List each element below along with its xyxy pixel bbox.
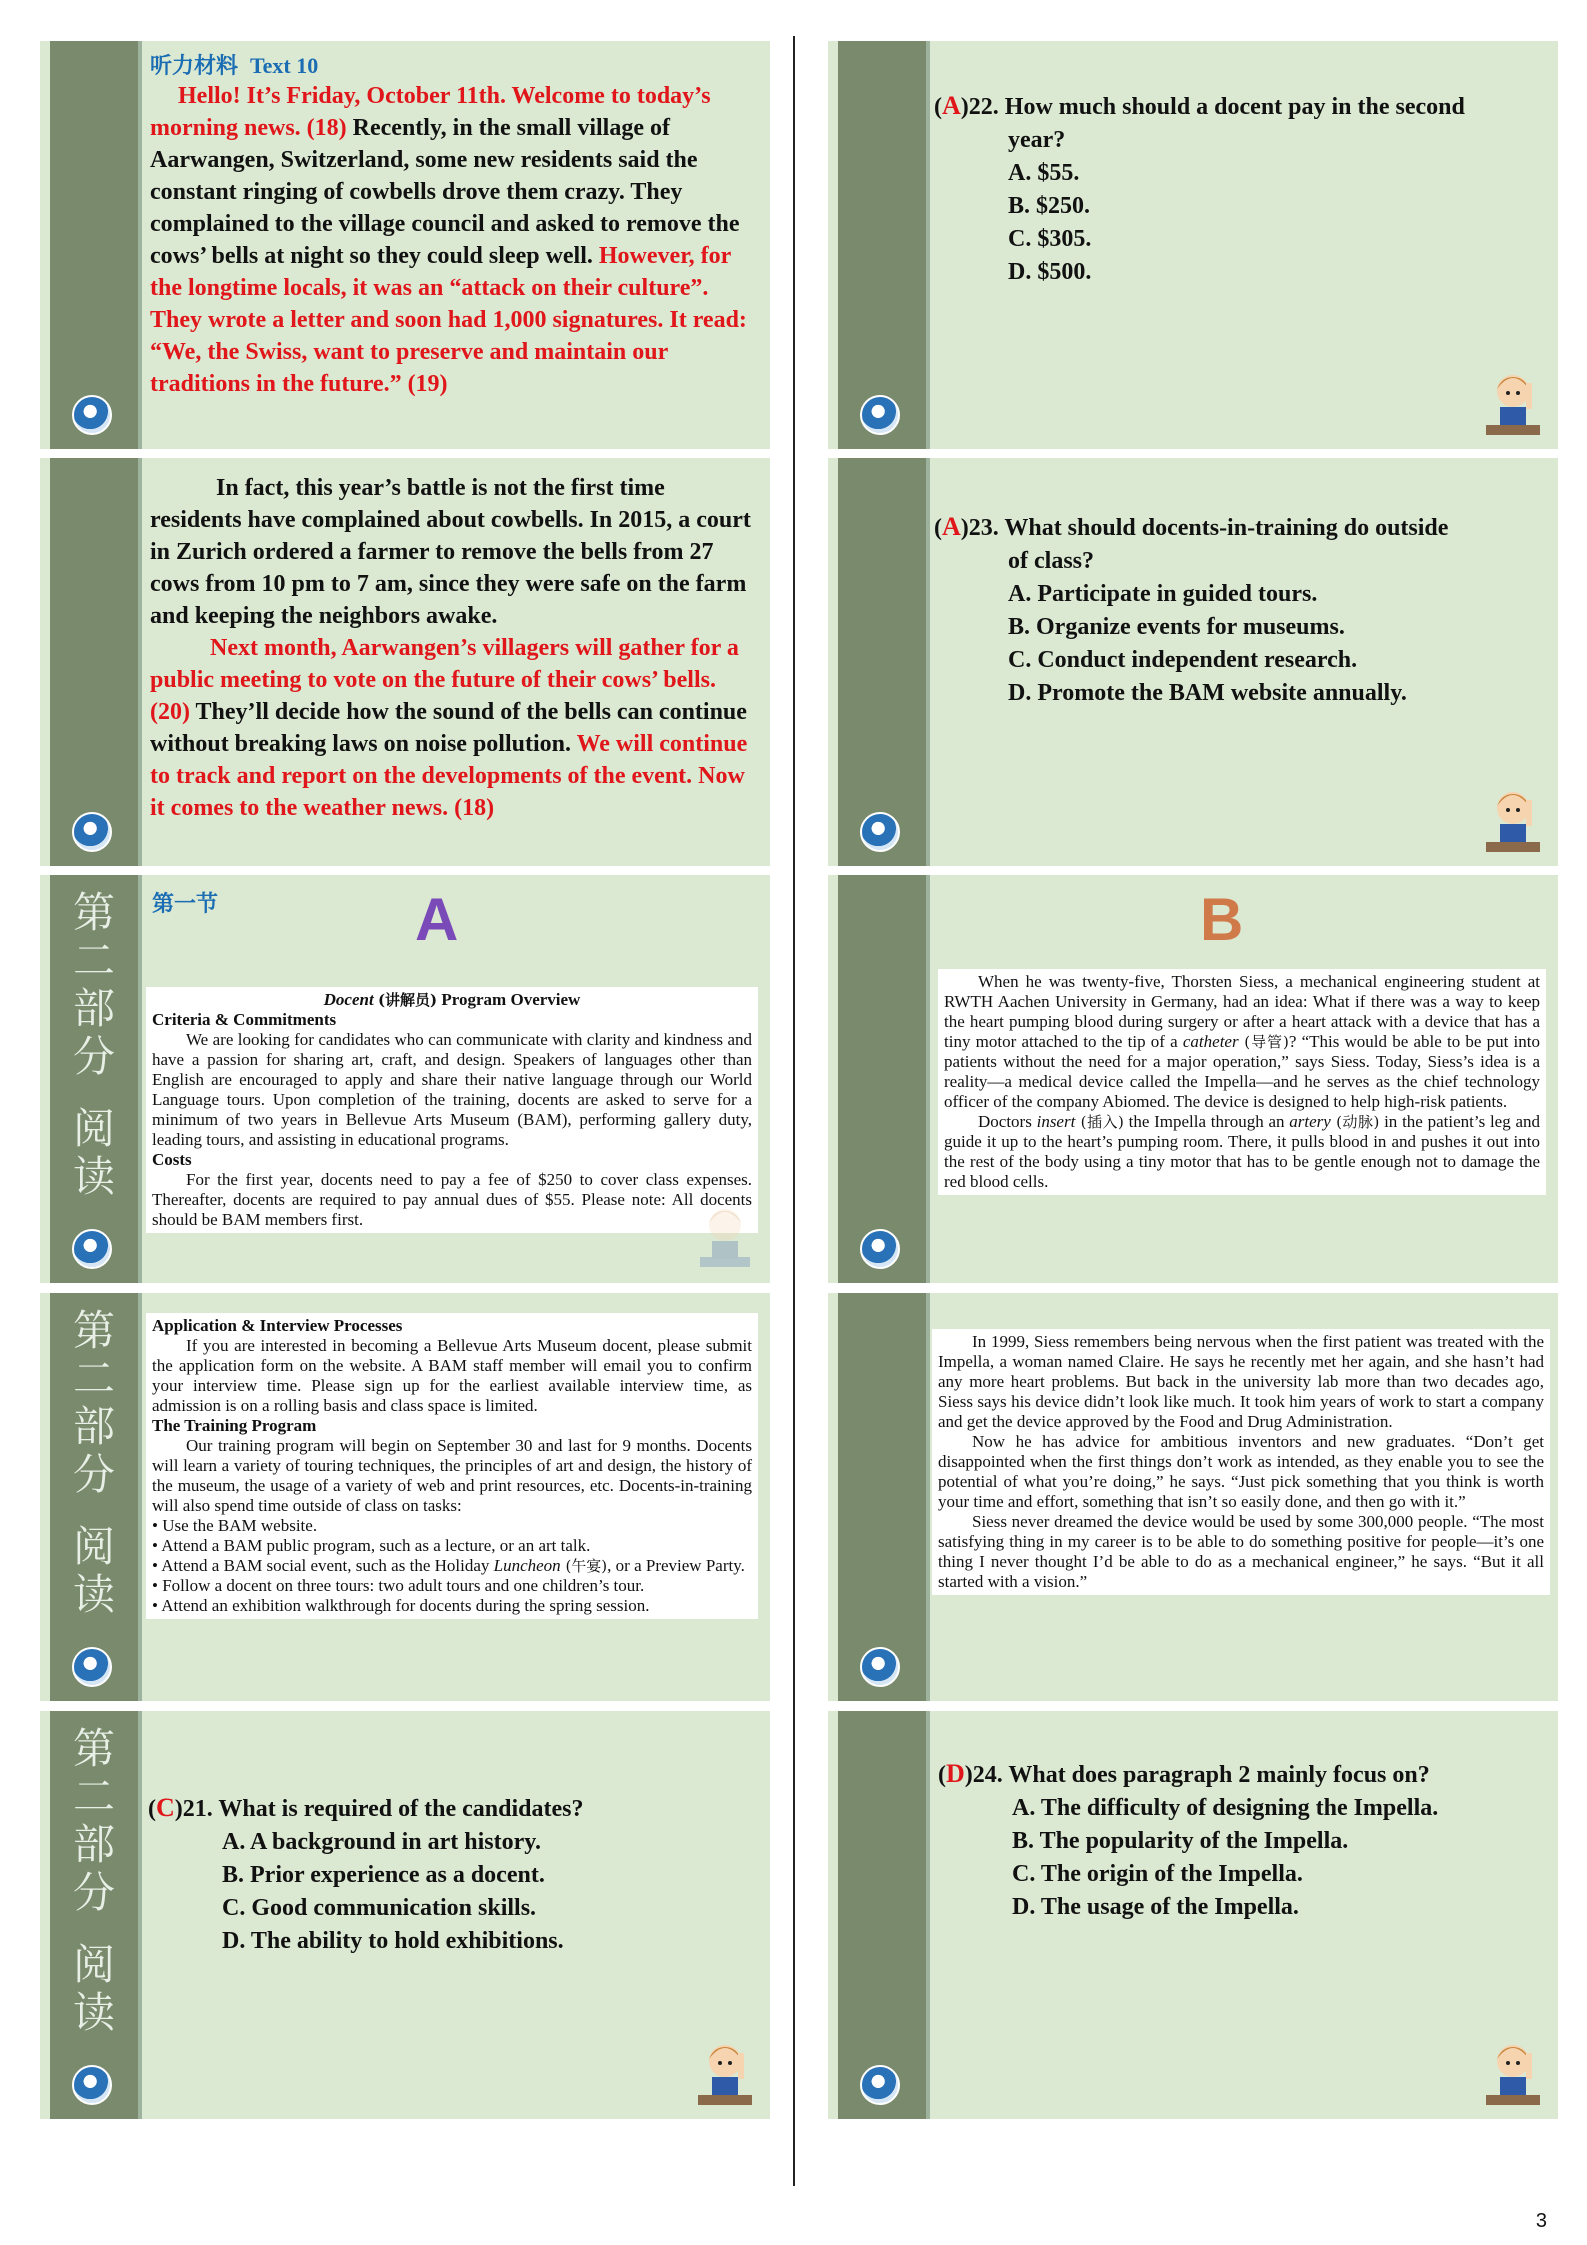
- slide-listening-1: [40, 41, 770, 449]
- answer-mark: D: [946, 1759, 965, 1788]
- option-d: D. The usage of the Impella.: [1012, 1894, 1299, 1920]
- option-a: A. The difficulty of designing the Impella.: [1012, 1795, 1439, 1821]
- student-cartoon-icon: [694, 2033, 756, 2111]
- answer-mark: A: [942, 91, 961, 120]
- question-22: (A)22. How much should a docent pay in the second year? A. $55. B. $250. C. $305. D. $500.: [934, 89, 1465, 289]
- section-label: 第一节: [152, 892, 219, 917]
- slide-reading-a-2: [40, 1293, 770, 1701]
- option-b: B. Prior experience as a docent.: [222, 1862, 545, 1888]
- slide-question-22: [828, 41, 1558, 449]
- side-title: 第 二 部 分 阅 读: [72, 888, 115, 1201]
- option-b: B. $250.: [1008, 193, 1091, 219]
- option-a: A. A background in art history.: [222, 1829, 541, 1855]
- option-a: A. Participate in guided tours.: [1008, 581, 1318, 607]
- option-d: D. $500.: [1008, 259, 1092, 285]
- listening-paragraph-1: Hello! It’s Friday, October 11th. Welcome to today’s morning news. (18) Recently, in the small village of Aarwangen, Switzerland, some new residents said the constant ringing of cowbells drove them crazy. They complained to the village council and asked to remove the cows’ bells at night so they could sleep well. However, for the longtime locals, it was an “attack on their culture”. They wrote a letter and soon had 1,000 signatures. It read: “We, the Swiss, want to preserve and maintain our traditions in the future.” (19): [150, 83, 747, 397]
- section-letter-a: A: [415, 886, 459, 953]
- school-logo-icon: [72, 395, 112, 435]
- side-title: 第 二 部 分 阅 读: [72, 1724, 115, 2037]
- slide-reading-b-2: [828, 1293, 1558, 1701]
- slide-reading-b-1: [828, 875, 1558, 1283]
- school-logo-icon: [860, 812, 900, 852]
- side-band: [50, 458, 138, 866]
- school-logo-icon: [72, 2065, 112, 2105]
- student-cartoon-icon: [1482, 363, 1544, 441]
- slide-question-24: [828, 1711, 1558, 2119]
- school-logo-icon: [72, 812, 112, 852]
- page-number: 3: [1535, 2210, 1547, 2232]
- answer-mark: C: [156, 1793, 175, 1822]
- side-band: [838, 1293, 926, 1701]
- option-a: A. $55.: [1008, 160, 1080, 186]
- school-logo-icon: [72, 1647, 112, 1687]
- school-logo-icon: [860, 2065, 900, 2105]
- section-letter-b: B: [1200, 886, 1244, 953]
- listening-paragraph-3: Next month, Aarwangen’s villagers will gather for a public meeting to vote on the future of their cows’ bells. (20) They’ll decide how the sound of the bells can continue without breaking laws on noise pollution. We will continue to track and report on the developments of the event. Now it comes to the weather news. (18): [150, 635, 748, 821]
- school-logo-icon: [860, 395, 900, 435]
- side-title: 第 二 部 分 阅 读: [72, 1306, 115, 1619]
- option-b: B. Organize events for museums.: [1008, 614, 1345, 640]
- slide-reading-a-1: [40, 875, 770, 1283]
- option-d: D. The ability to hold exhibitions.: [222, 1928, 564, 1954]
- school-logo-icon: [72, 1229, 112, 1269]
- slide-question-21: [40, 1711, 770, 2119]
- side-band: [838, 875, 926, 1283]
- side-band: [838, 41, 926, 449]
- listening-paragraph-2: In fact, this year’s battle is not the first time residents have complained about cowbells. In 2015, a court in Zurich ordered a farmer to remove the bells from 27 cows from 10 pm to 7 am, since they were safe on the farm and keeping the neighbors awake.: [150, 475, 751, 629]
- option-d: D. Promote the BAM website annually.: [1008, 680, 1407, 706]
- siess-text-part-2: In 1999, Siess remembers being nervous when the first patient was treated with the Impella, a woman named Claire. He says he recently met her again, and she hasn’t had any more heart problems. But back in the university lab more than two decades ago, Siess says his device didn’t look like much. It took him years of work to start a company and get the device approved by the Food and Drug Administration. Now he has advice for ambitious inventors and new graduates. “Don’t get disappointed when the first things don’t work as intended, as they enable you to see the potential of what you’re doing,” he says. “Just pick something that you think is worth your time and effort, something that isn’t so easily done, and then go with it.” Siess never dreamed the device would be used by some 300,000 people. “The most satisfying thing in my career is to be able to do something positive for people—it’s one thing I never thought I’d be able to do as a mechanical engineer,” he says. “But it all started with a vision.”: [932, 1329, 1550, 1595]
- side-band: [838, 458, 926, 866]
- school-logo-icon: [860, 1647, 900, 1687]
- option-c: C. Conduct independent research.: [1008, 647, 1358, 673]
- option-c: C. Good communication skills.: [222, 1895, 537, 1921]
- siess-text-part-1: When he was twenty-five, Thorsten Siess, a mechanical engineering student at RWTH Aachen University in Germany, had an idea: What if there was a way to keep the heart pumping blood during surgery or after a heart attack with a device that has a tiny motor attached to the tip of a catheter (导管)? “This would be able to be put into patients without the need for a major operation,” says Siess. Today, Siess’s idea is a reality—a medical device called the Impella—and he serves as the chief technology officer of the company Abiomed. The device is designed to help high-risk patients. Doctors insert (插入) the Impella through an artery (动脉) in the patient’s leg and guide it up to the heart’s pumping room. There, it pulls blood in and pushes it out into the rest of the body using a tiny motor that has to be gentle enough not to damage the red blood cells.: [938, 969, 1546, 1195]
- slide-listening-2: [40, 458, 770, 866]
- side-band: [838, 1711, 926, 2119]
- question-21: (C)21. What is required of the candidates? A. A background in art history. B. Prior experience as a docent. C. Good communication skills. D. The ability to hold exhibitions.: [148, 1791, 583, 1958]
- listening-label: 听力材料 Text 10: [150, 53, 319, 79]
- question-24: (D)24. What does paragraph 2 mainly focus on? A. The difficulty of designing the Impella. B. The popularity of the Impella. C. The origin of the Impella. D. The usage of the Impella.: [938, 1757, 1438, 1924]
- docent-application-text: Application & Interview Processes If you are interested in becoming a Bellevue Arts Museum docent, please submit the application form on the website. A BAM staff member will email you to confirm your interview time. Please sign up for the earliest available interview time, as admission is on a rolling basis and class space is limited. The Training Program Our training program will begin on September 30 and last for 9 months. Docents will learn a variety of touring techniques, the principles of art and design, the history of the museum, the usage of a variety of web and print resources, etc. Docents-in-training will also spend time outside of class on tasks: • Use the BAM website. • Attend a BAM public program, such as a lecture, or an art talk. • Attend a BAM social event, such as the Holiday Luncheon (午宴), or a Preview Party. • Follow a docent on three tours: two adult tours and one children’s tour. • Attend an exhibition walkthrough for docents during the spring session.: [146, 1313, 758, 1619]
- slide-question-23: [828, 458, 1558, 866]
- option-c: C. $305.: [1008, 226, 1092, 252]
- answer-mark: A: [942, 512, 961, 541]
- student-cartoon-icon: [1482, 2033, 1544, 2111]
- student-cartoon-icon: [694, 1197, 756, 1275]
- page-divider: [793, 36, 795, 2186]
- question-23: (A)23. What should docents-in-training do outside of class? A. Participate in guided tours. B. Organize events for museums. C. Conduct independent research. D. Promote the BAM website annually.: [934, 510, 1448, 710]
- school-logo-icon: [860, 1229, 900, 1269]
- side-band: [50, 41, 138, 449]
- option-b: B. The popularity of the Impella.: [1012, 1828, 1349, 1854]
- docent-overview-text: Docent (讲解员) Program Overview Criteria & Commitments We are looking for candidates who can communicate with clarity and kindness and have a passion for sharing art, craft, and design. Speakers of languages other than English are encouraged to apply and share their native language through our World Language tours. Upon completion of the training, docents are asked to serve for a minimum of two years in Bellevue Arts Museum (BAM), performing gallery duty, leading tours, and assisting in educational programs. Costs For the first year, docents need to pay a fee of $250 to cover class expenses. Thereafter, docents are required to pay annual dues of $55. Please note: All docents should be BAM members first.: [146, 987, 758, 1233]
- option-c: C. The origin of the Impella.: [1012, 1861, 1303, 1887]
- student-cartoon-icon: [1482, 780, 1544, 858]
